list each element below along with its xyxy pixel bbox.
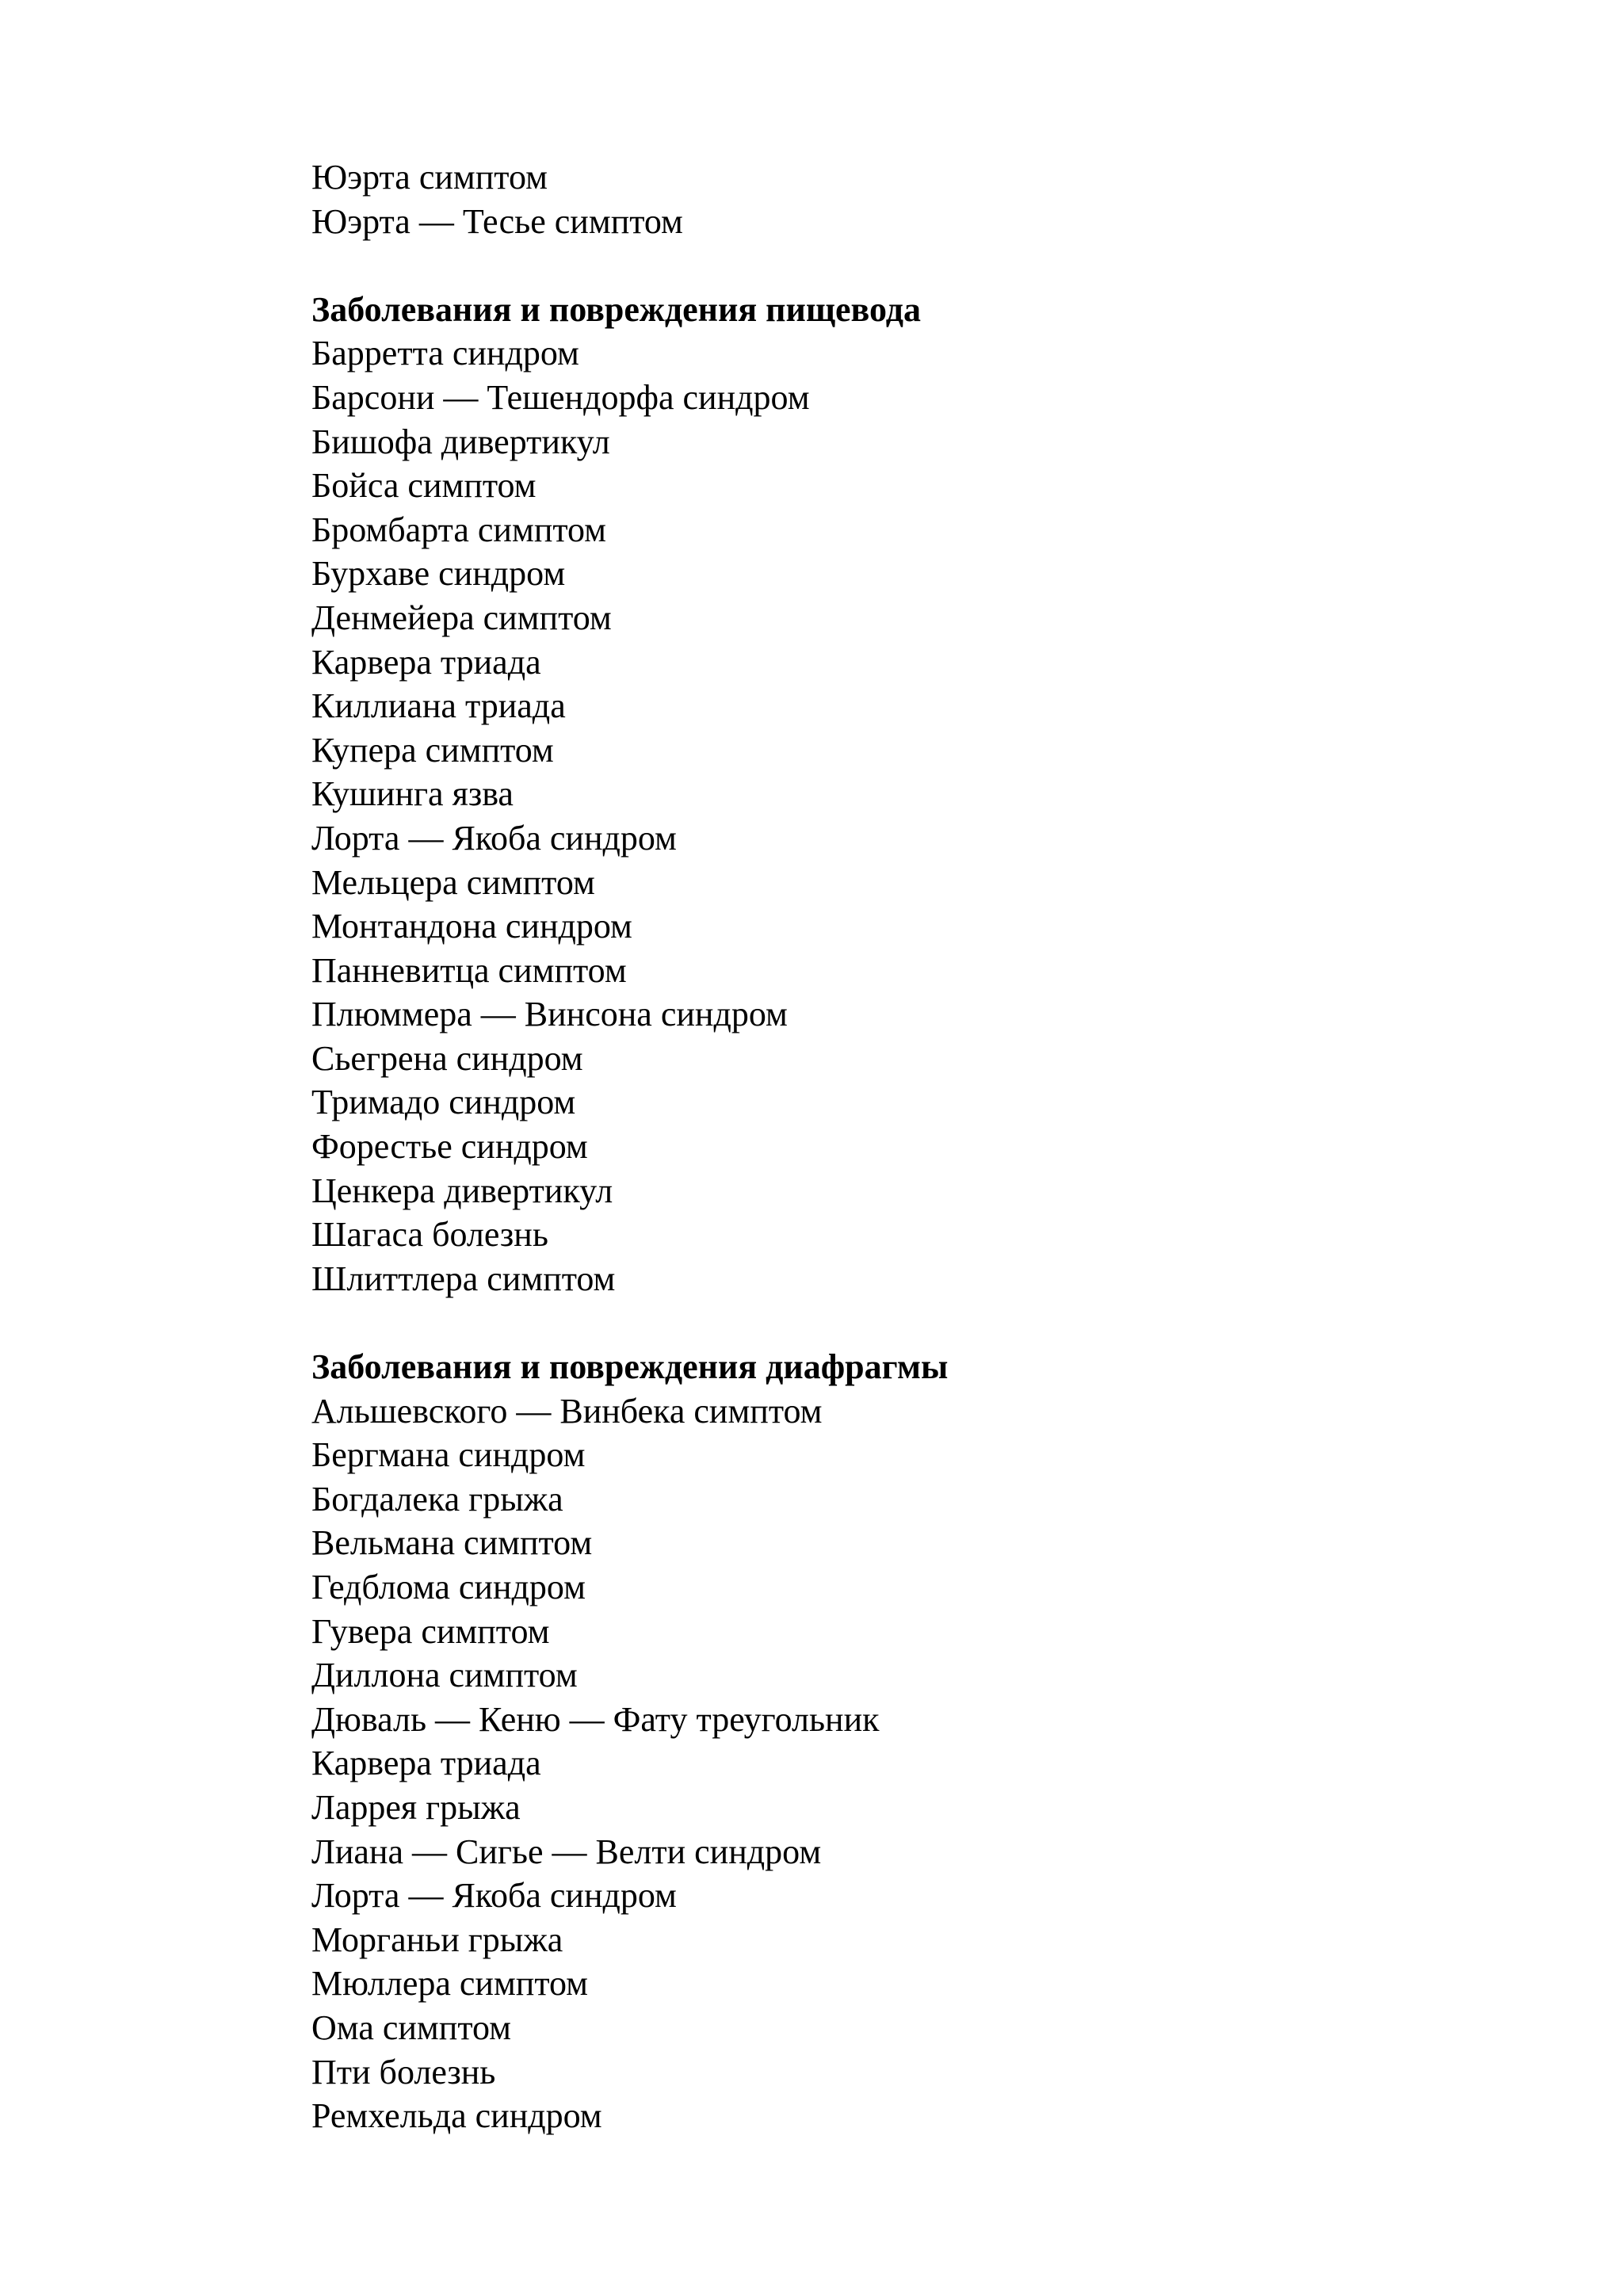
section-spacer bbox=[311, 1301, 1500, 1345]
list-item: Форестье синдром bbox=[311, 1127, 588, 1167]
section-spacer bbox=[311, 243, 1500, 288]
list-item: Кушинга язва bbox=[311, 774, 514, 814]
section-diaphragm bbox=[311, 1345, 1500, 2138]
list-item: Богдалека грыжа bbox=[311, 1479, 563, 1519]
list-item: Морганьи грыжа bbox=[311, 1920, 563, 1959]
list-item: Бромбарта симптом bbox=[311, 510, 607, 549]
list-item: Гедблома синдром bbox=[311, 1568, 586, 1606]
list-item: Плюммера — Винсона синдром bbox=[311, 995, 788, 1034]
list-item: Ларрея грыжа bbox=[311, 1787, 521, 1827]
list-item: Монтандона синдром bbox=[311, 907, 632, 946]
section-heading: Заболевания и повреждения пищевода bbox=[311, 289, 921, 329]
list-item: Сьегрена синдром bbox=[311, 1038, 583, 1078]
section-esophagus bbox=[311, 288, 1500, 1301]
list-item: Бурхаве синдром bbox=[311, 554, 566, 594]
list-item: Денмейера симптом bbox=[311, 598, 612, 637]
list-item: Лиана — Сигье — Велти синдром bbox=[311, 1832, 822, 1871]
list-item: Ремхельда синдром bbox=[311, 2096, 602, 2136]
intro-list bbox=[311, 155, 1500, 243]
list-item: Шагаса болезнь bbox=[311, 1215, 548, 1255]
list-item: Альшевского — Винбека симптом bbox=[311, 1391, 823, 1431]
list-item: Юэрта симптом bbox=[311, 158, 548, 197]
list-item: Шлиттлера симптом bbox=[311, 1259, 616, 1298]
list-item: Пти болезнь bbox=[311, 2052, 496, 2092]
list-item: Купера симптом bbox=[311, 730, 554, 770]
list-item: Тримадо синдром bbox=[311, 1083, 576, 1122]
list-item: Лорта — Якоба синдром bbox=[311, 818, 677, 858]
list-item: Лорта — Якоба синдром bbox=[311, 1876, 677, 1916]
document-content bbox=[311, 155, 1500, 2138]
list-item: Ома симптом bbox=[311, 2008, 511, 2047]
list-item: Юэрта — Тесье симптом bbox=[311, 201, 683, 241]
list-item: Мельцера симптом bbox=[311, 862, 595, 902]
list-item: Бишофа дивертикул bbox=[311, 422, 610, 461]
list-item: Диллона симптом bbox=[311, 1656, 578, 1695]
list-item: Вельмана симптом bbox=[311, 1523, 593, 1563]
list-item: Мюллера симптом bbox=[311, 1964, 588, 2004]
list-item: Панневитца симптом bbox=[311, 950, 627, 990]
section-heading: Заболевания и повреждения диафрагмы bbox=[311, 1347, 949, 1387]
list-item: Барсони — Тешендорфа синдром bbox=[311, 377, 810, 417]
list-item: Бергмана синдром bbox=[311, 1435, 586, 1475]
list-item: Гувера симптом bbox=[311, 1611, 550, 1651]
list-item: Карвера триада bbox=[311, 642, 541, 682]
list-item: Барретта синдром bbox=[311, 334, 579, 373]
list-item: Бойса симптом bbox=[311, 466, 537, 506]
list-item: Ценкера дивертикул bbox=[311, 1171, 613, 1210]
list-item: Дюваль — Кеню — Фату треугольник bbox=[311, 1699, 880, 1739]
list-item: Киллиана триада bbox=[311, 686, 566, 726]
list-item: Карвера триада bbox=[311, 1744, 541, 1783]
